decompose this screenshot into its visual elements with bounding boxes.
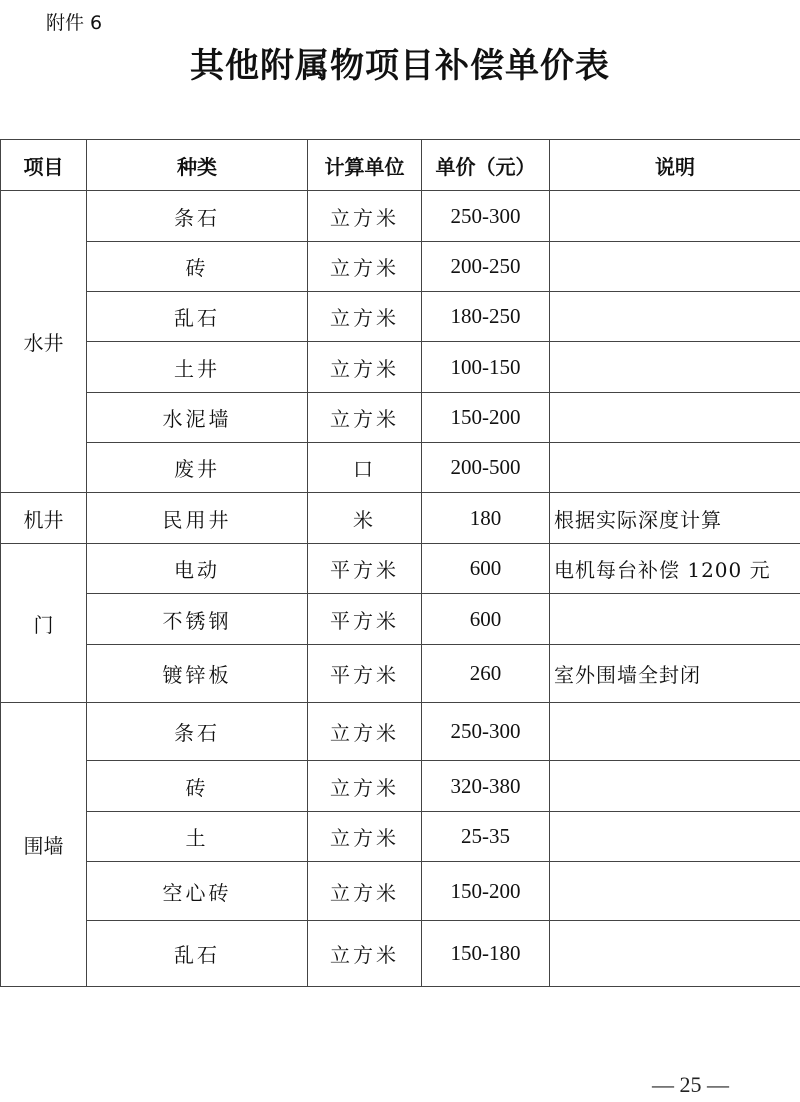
kind-cell: 镀锌板 [87, 645, 308, 703]
table-row [1, 493, 800, 544]
note-cell: 电机每台补偿 1200 元 [550, 544, 800, 594]
header-price: 单价（元） [422, 140, 550, 191]
header-kind: 种类 [87, 140, 308, 191]
header-unit: 计算单位 [308, 140, 422, 191]
price-cell: 180 [422, 493, 550, 544]
price-cell: 600 [422, 594, 550, 645]
note-cell [550, 191, 800, 242]
kind-cell: 民用井 [87, 493, 308, 544]
price-cell: 600 [422, 544, 550, 594]
unit-cell: 立方米 [308, 292, 422, 342]
table-row [1, 544, 800, 594]
note-cell [550, 862, 800, 921]
unit-cell: 平方米 [308, 645, 422, 703]
group-item-cell: 门 [1, 544, 87, 703]
table-header-row [1, 140, 800, 191]
price-cell: 150-180 [422, 921, 550, 987]
table-row [1, 921, 800, 987]
unit-cell: 平方米 [308, 594, 422, 645]
table-row [1, 342, 800, 393]
note-cell: 室外围墙全封闭 [550, 645, 800, 703]
group-item-cell: 机井 [1, 493, 87, 544]
unit-cell: 口 [308, 443, 422, 493]
price-cell: 25-35 [422, 812, 550, 862]
price-cell: 260 [422, 645, 550, 703]
table-row [1, 703, 800, 761]
note-cell [550, 594, 800, 645]
table-row [1, 443, 800, 493]
unit-cell: 立方米 [308, 921, 422, 987]
header-note: 说明 [550, 140, 800, 191]
group-item-cell: 水井 [1, 191, 87, 493]
page-number: — 25 — [652, 1072, 729, 1097]
table-row [1, 594, 800, 645]
note-cell: 根据实际深度计算 [550, 493, 800, 544]
kind-cell: 条石 [87, 703, 308, 761]
unit-cell: 立方米 [308, 703, 422, 761]
price-cell: 250-300 [422, 703, 550, 761]
kind-cell: 条石 [87, 191, 308, 242]
unit-cell: 立方米 [308, 862, 422, 921]
unit-cell: 立方米 [308, 761, 422, 812]
table-row [1, 292, 800, 342]
table-row [1, 393, 800, 443]
note-cell [550, 703, 800, 761]
note-cell [550, 443, 800, 493]
unit-cell: 米 [308, 493, 422, 544]
kind-cell: 电动 [87, 544, 308, 594]
kind-cell: 乱石 [87, 921, 308, 987]
kind-cell: 废井 [87, 443, 308, 493]
price-cell: 100-150 [422, 342, 550, 393]
unit-cell: 立方米 [308, 393, 422, 443]
kind-cell: 砖 [87, 761, 308, 812]
unit-cell: 平方米 [308, 544, 422, 594]
kind-cell: 砖 [87, 242, 308, 292]
price-cell: 150-200 [422, 393, 550, 443]
page-title: 其他附属物项目补偿单价表 [190, 46, 610, 86]
table-row [1, 191, 800, 242]
kind-cell: 不锈钢 [87, 594, 308, 645]
price-cell: 200-250 [422, 242, 550, 292]
kind-cell: 乱石 [87, 292, 308, 342]
note-cell [550, 812, 800, 862]
unit-cell: 立方米 [308, 242, 422, 292]
note-cell [550, 393, 800, 443]
compensation-table [0, 139, 800, 987]
note-cell [550, 342, 800, 393]
header-item: 项目 [1, 140, 87, 191]
group-item-cell: 围墙 [1, 703, 87, 987]
unit-cell: 立方米 [308, 812, 422, 862]
note-cell [550, 242, 800, 292]
table-row [1, 862, 800, 921]
price-cell: 180-250 [422, 292, 550, 342]
table-row [1, 645, 800, 703]
price-cell: 320-380 [422, 761, 550, 812]
price-cell: 200-500 [422, 443, 550, 493]
kind-cell: 空心砖 [87, 862, 308, 921]
note-cell [550, 921, 800, 987]
unit-cell: 立方米 [308, 191, 422, 242]
attachment-label: 附件 6 [46, 12, 103, 34]
note-cell [550, 761, 800, 812]
note-cell [550, 292, 800, 342]
price-cell: 250-300 [422, 191, 550, 242]
unit-cell: 立方米 [308, 342, 422, 393]
kind-cell: 土井 [87, 342, 308, 393]
price-cell: 150-200 [422, 862, 550, 921]
table-row [1, 812, 800, 862]
table-row [1, 242, 800, 292]
kind-cell: 土 [87, 812, 308, 862]
kind-cell: 水泥墙 [87, 393, 308, 443]
table-row [1, 761, 800, 812]
